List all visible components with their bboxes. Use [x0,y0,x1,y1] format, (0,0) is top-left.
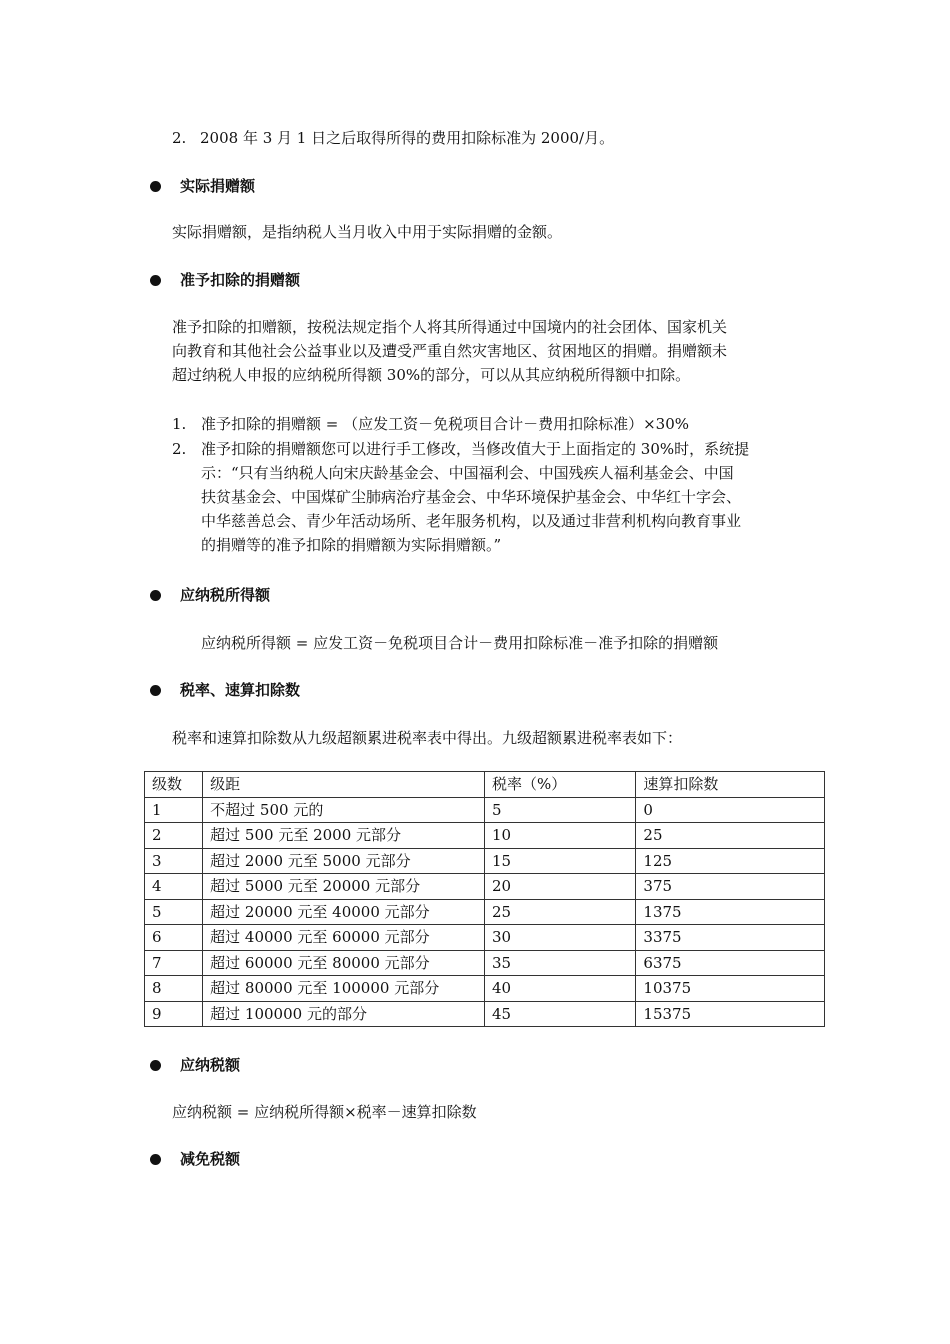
bullet-icon [150,181,161,192]
paragraph-line: 准予扣除的扣赠额，按税法规定指个人将其所得通过中国境内的社会团体、国家机关 [172,318,728,336]
heading-text: 实际捐赠额 [180,177,256,195]
table-row [145,1001,825,1027]
cell-level: 4 [145,874,203,900]
table-row [145,976,825,1002]
heading-tax-relief [150,1148,240,1170]
heading-text: 准予扣除的捐赠额 [180,271,301,289]
cell-rate: 45 [484,1001,635,1027]
cell-deduction: 0 [636,797,825,823]
cell-rate: 40 [484,976,635,1002]
tax-rate-paragraph: 税率和速算扣除数从九级超额累进税率表中得出。九级超额累进税率表如下： [172,729,683,747]
bullet-icon [150,685,161,696]
heading-allowed-donation [150,269,300,291]
cell-deduction: 125 [636,848,825,874]
cell-level: 6 [145,925,203,951]
tax-payable-formula: 应纳税额 = 应纳税所得额×税率－速算扣除数 [172,1103,477,1121]
list-item-line: 准予扣除的捐赠额 = （应发工资－免税项目合计－费用扣除标准）×30% [201,415,690,433]
table-row [145,848,825,874]
heading-tax-payable [150,1054,240,1076]
list-item-content [201,412,689,436]
cell-deduction: 15375 [636,1001,825,1027]
cell-range: 超过 20000 元至 40000 元部分 [203,899,485,925]
cell-range: 超过 60000 元至 80000 元部分 [203,950,485,976]
table-row [145,874,825,900]
table-row [145,797,825,823]
tax-rate-table [144,771,825,1027]
cell-rate: 20 [484,874,635,900]
table-row [145,899,825,925]
cell-deduction: 375 [636,874,825,900]
intro-item-number: 2. [172,129,187,147]
list-item-line: 扶贫基金会、中国煤矿尘肺病治疗基金会、中华环境保护基金会、中华红十字会、 [201,488,742,506]
taxable-income-formula: 应纳税所得额 = 应发工资－免税项目合计－费用扣除标准－准予扣除的捐赠额 [201,634,719,652]
table-header-row [145,772,825,798]
intro-item-text: 2008 年 3 月 1 日之后取得所得的费用扣除标准为 2000/月。 [200,129,615,147]
bullet-icon [150,1154,161,1165]
header-cell-deduction: 速算扣除数 [636,772,825,798]
actual-donation-paragraph: 实际捐赠额，是指纳税人当月收入中用于实际捐赠的金额。 [172,223,563,241]
cell-range: 超过 5000 元至 20000 元部分 [203,874,485,900]
cell-rate: 35 [484,950,635,976]
cell-deduction: 10375 [636,976,825,1002]
list-item-line: 中华慈善总会、青少年活动场所、老年服务机构，以及通过非营利机构向教育事业 [201,512,742,530]
heading-taxable-income [150,584,270,606]
cell-rate: 30 [484,925,635,951]
cell-deduction: 3375 [636,925,825,951]
heading-text: 应纳税所得额 [180,586,271,604]
cell-range: 超过 100000 元的部分 [203,1001,485,1027]
table-row [145,925,825,951]
cell-range: 超过 500 元至 2000 元部分 [203,823,485,849]
paragraph-line: 向教育和其他社会公益事业以及遭受严重自然灾害地区、贫困地区的捐赠。捐赠额未 [172,342,728,360]
heading-text: 减免税额 [180,1150,241,1168]
heading-text: 税率、速算扣除数 [180,681,301,699]
paragraph-line: 超过纳税人申报的应纳税所得额 30%的部分，可以从其应纳税所得额中扣除。 [172,366,691,384]
list-item-number: 2. [172,440,187,458]
bullet-icon [150,590,161,601]
cell-rate: 5 [484,797,635,823]
cell-level: 7 [145,950,203,976]
cell-range: 超过 80000 元至 100000 元部分 [203,976,485,1002]
cell-level: 9 [145,1001,203,1027]
cell-rate: 15 [484,848,635,874]
cell-level: 5 [145,899,203,925]
cell-deduction: 25 [636,823,825,849]
list-item-content [201,437,749,557]
cell-level: 2 [145,823,203,849]
heading-text: 应纳税额 [180,1056,241,1074]
cell-rate: 25 [484,899,635,925]
cell-level: 1 [145,797,203,823]
list-item-line: 准予扣除的捐赠额您可以进行手工修改，当修改值大于上面指定的 30%时，系统提 [201,440,750,458]
list-item-line: 示：“只有当纳税人向宋庆龄基金会、中国福利会、中国残疾人福利基金会、中国 [201,464,734,482]
table-row [145,950,825,976]
cell-level: 3 [145,848,203,874]
cell-range: 超过 2000 元至 5000 元部分 [203,848,485,874]
allowed-donation-item-2 [172,437,812,554]
bullet-icon [150,275,161,286]
list-item-number: 1. [172,415,187,433]
list-item-line: 的捐赠等的准予扣除的捐赠额为实际捐赠额。” [201,536,502,554]
table-row [145,823,825,849]
cell-rate: 10 [484,823,635,849]
cell-deduction: 1375 [636,899,825,925]
heading-actual-donation [150,175,255,197]
cell-range: 不超过 500 元的 [203,797,485,823]
bullet-icon [150,1060,161,1071]
cell-range: 超过 40000 元至 60000 元部分 [203,925,485,951]
cell-level: 8 [145,976,203,1002]
heading-tax-rate [150,679,300,701]
header-cell-rate: 税率（%） [484,772,635,798]
header-cell-range: 级距 [203,772,485,798]
allowed-donation-paragraph [172,315,812,387]
allowed-donation-item-1 [172,412,812,436]
cell-deduction: 6375 [636,950,825,976]
intro-list-item [172,128,614,148]
header-cell-level: 级数 [145,772,203,798]
